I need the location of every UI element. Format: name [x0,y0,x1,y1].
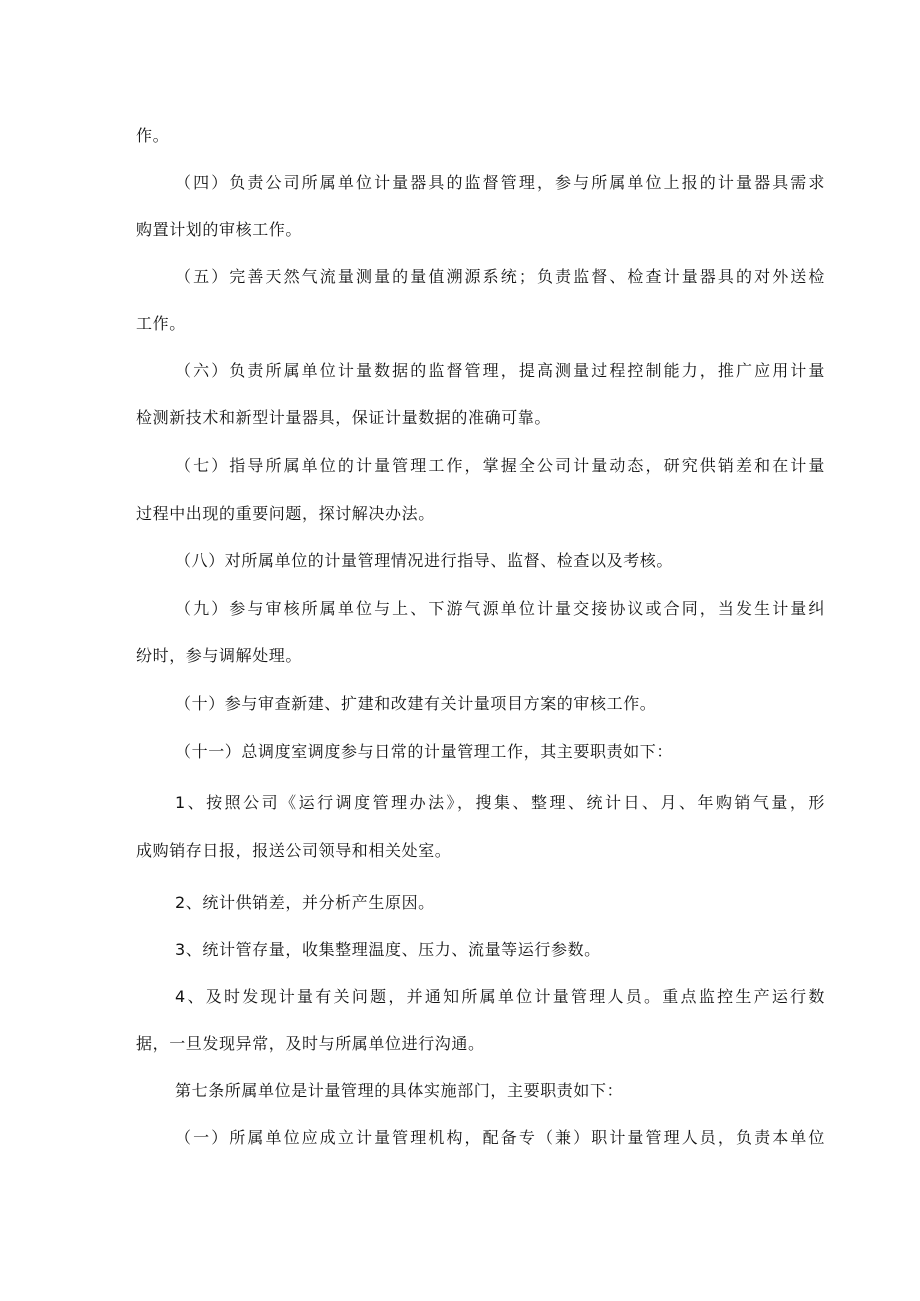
text-line: （十）参与审查新建、扩建和改建有关计量项目方案的审核工作。 [175,694,657,713]
text-line: （四）负责公司所属单位计量器具的监督管理，参与所属单位上报的计量器具需求 [175,173,825,192]
text-line: 第七条所属单位是计量管理的具体实施部门，主要职责如下： [175,1081,624,1100]
text-line: 1、按照公司《运行调度管理办法》，搜集、整理、统计日、月、年购销气量，形 [175,793,825,812]
text-line: （一）所属单位应成立计量管理机构，配备专（兼）职计量管理人员，负责本单位 [175,1128,825,1147]
text-line: 成购销存日报，报送公司领导和相关处室。 [136,841,452,860]
text-line: 纷时，参与调解处理。 [136,646,303,665]
text-line: 2、统计供销差，并分析产生原因。 [175,893,435,912]
text-line: 4、及时发现计量有关问题，并通知所属单位计量管理人员。重点监控生产运行数 [175,987,825,1006]
text-line: 作。 [136,126,170,145]
text-line: 据，一旦发现异常，及时与所属单位进行沟通。 [136,1034,485,1053]
text-line: （七）指导所属单位的计量管理工作，掌握全公司计量动态，研究供销差和在计量 [175,456,825,475]
text-line: （五）完善天然气流量测量的量值溯源系统；负责监督、检查计量器具的对外送检 [175,267,825,286]
text-line: 检测新技术和新型计量器具，保证计量数据的准确可靠。 [136,408,552,427]
text-line: （十一）总调度室调度参与日常的计量管理工作，其主要职责如下： [175,742,674,761]
text-line: 购置计划的审核工作。 [136,220,303,239]
text-line: （六）负责所属单位计量数据的监督管理，提高测量过程控制能力，推广应用计量 [175,361,825,380]
text-line: （九）参与审核所属单位与上、下游气源单位计量交接协议或合同，当发生计量纠 [175,599,825,618]
text-line: 过程中出现的重要问题，探讨解决办法。 [136,504,435,523]
text-line: 工作。 [136,314,186,333]
text-line: 3、统计管存量，收集整理温度、压力、流量等运行参数。 [175,940,601,959]
text-line: （八）对所属单位的计量管理情况进行指导、监督、检查以及考核。 [175,551,674,570]
